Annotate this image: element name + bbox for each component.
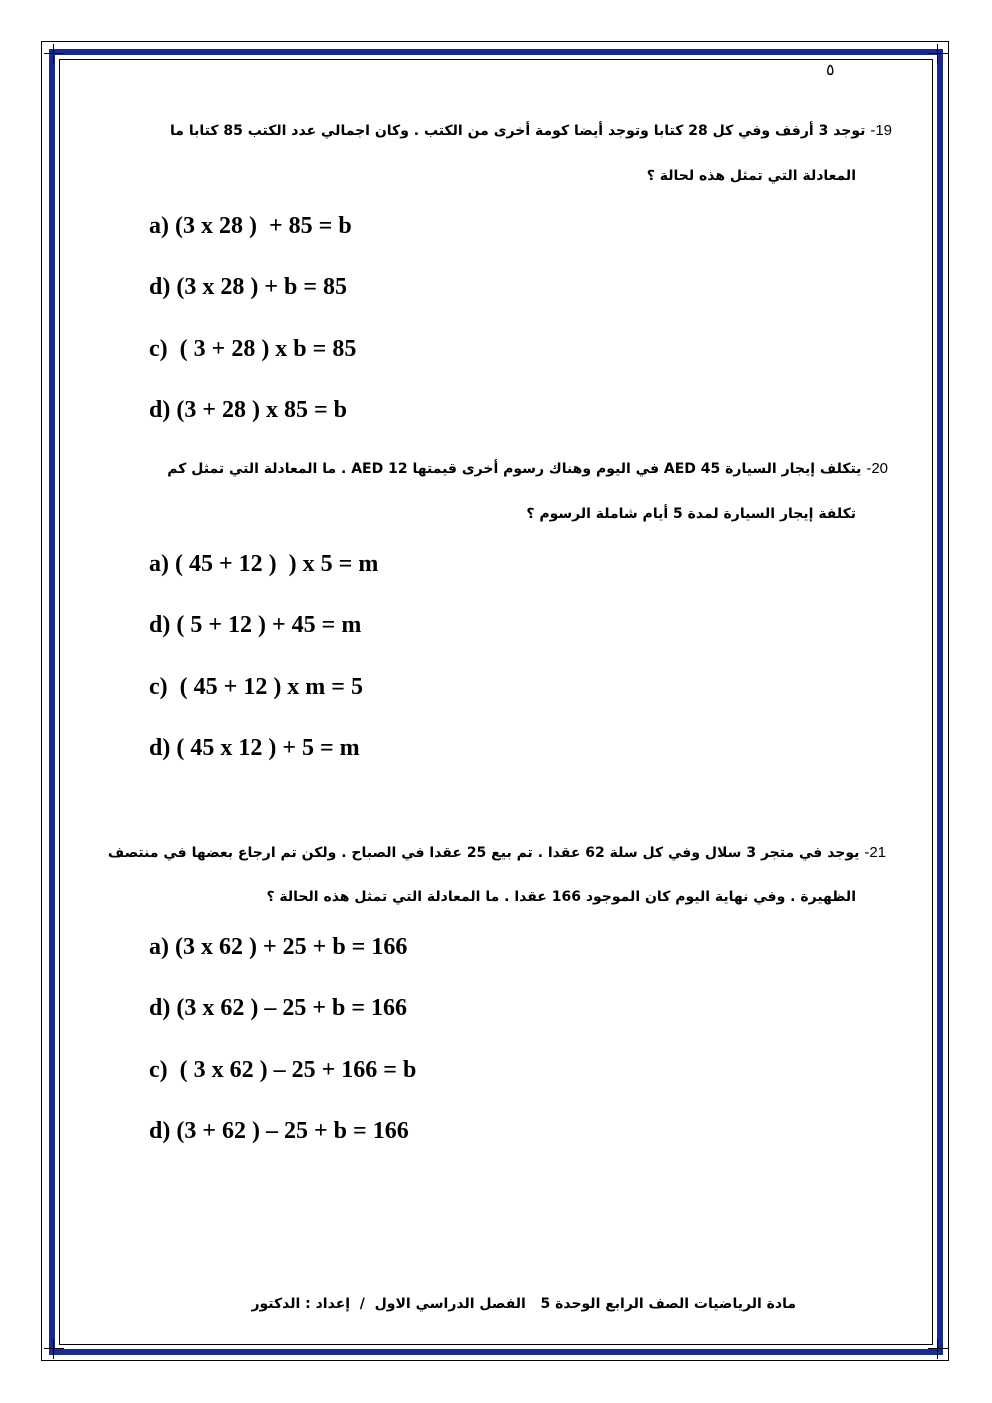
page-footer: مادة الرياضيات الصف الرابع الوحدة 5 الفصل الدراسي الاول / إعداد : الدكتور	[251, 1296, 796, 1312]
option-19-b: d) (3 x 28 ) + b = 85	[149, 274, 348, 300]
question-text: يتكلف إيجار السيارة 45 AED في اليوم وهناك رسوم أخرى قيمتها 12 AED . ما المعادلة التي تمثل كم	[167, 461, 862, 477]
corner-ornament	[44, 1339, 64, 1359]
question-text: توجد 3 أرفف وفي كل 28 كتابا وتوجد أيضا كومة أخرى من الكتب . وكان اجمالي عدد الكتب 85 كتابا ما	[170, 123, 866, 139]
question-number: 21-	[864, 844, 886, 861]
option-20-b: d) ( 5 + 12 ) + 45 = m	[149, 612, 362, 638]
option-19-d: d) (3 + 28 ) x 85 = b	[149, 397, 348, 423]
question-21-line-1	[108, 844, 886, 861]
question-text: يوجد في متجر 3 سلال وفي كل سلة 62 عقدا . تم بيع 25 عقدا في الصباح . ولكن تم ارجاع بعضها في منتصف	[107, 845, 860, 861]
option-19-a: a) (3 x 28 ) + 85 = b	[149, 213, 352, 239]
corner-ornament	[928, 44, 948, 64]
option-21-a: a) (3 x 62 ) + 25 + b = 166	[149, 934, 408, 960]
question-20-line-2: تكلفة إيجار السيارة لمدة 5 أيام شاملة الرسوم ؟	[526, 506, 856, 522]
option-21-d: d) (3 + 62 ) – 25 + b = 166	[149, 1118, 409, 1144]
question-21-line-2: الظهيرة . وفي نهاية اليوم كان الموجود 166 عقدا . ما المعادلة التي تمثل هذه الحالة ؟	[266, 889, 856, 905]
option-20-d: d) ( 45 x 12 ) + 5 = m	[149, 735, 360, 761]
question-number: 20-	[866, 460, 888, 477]
option-21-b: d) (3 x 62 ) – 25 + b = 166	[149, 995, 408, 1021]
option-19-c: c) ( 3 + 28 ) x b = 85	[149, 336, 357, 362]
question-number: 19-	[870, 122, 892, 139]
question-19-line-2: المعادلة التي تمثل هذه لحالة ؟	[646, 168, 856, 184]
option-20-c: c) ( 45 + 12 ) x m = 5	[149, 674, 363, 700]
option-21-c: c) ( 3 x 62 ) – 25 + 166 = b	[149, 1057, 417, 1083]
question-19-line-1	[170, 122, 892, 139]
option-20-a: a) ( 45 + 12 ) ) x 5 = m	[149, 551, 379, 577]
page-border-inner	[59, 59, 933, 1345]
question-20-line-1	[167, 460, 888, 477]
page-number: ٥	[826, 62, 835, 79]
corner-ornament	[44, 44, 64, 64]
corner-ornament	[928, 1339, 948, 1359]
